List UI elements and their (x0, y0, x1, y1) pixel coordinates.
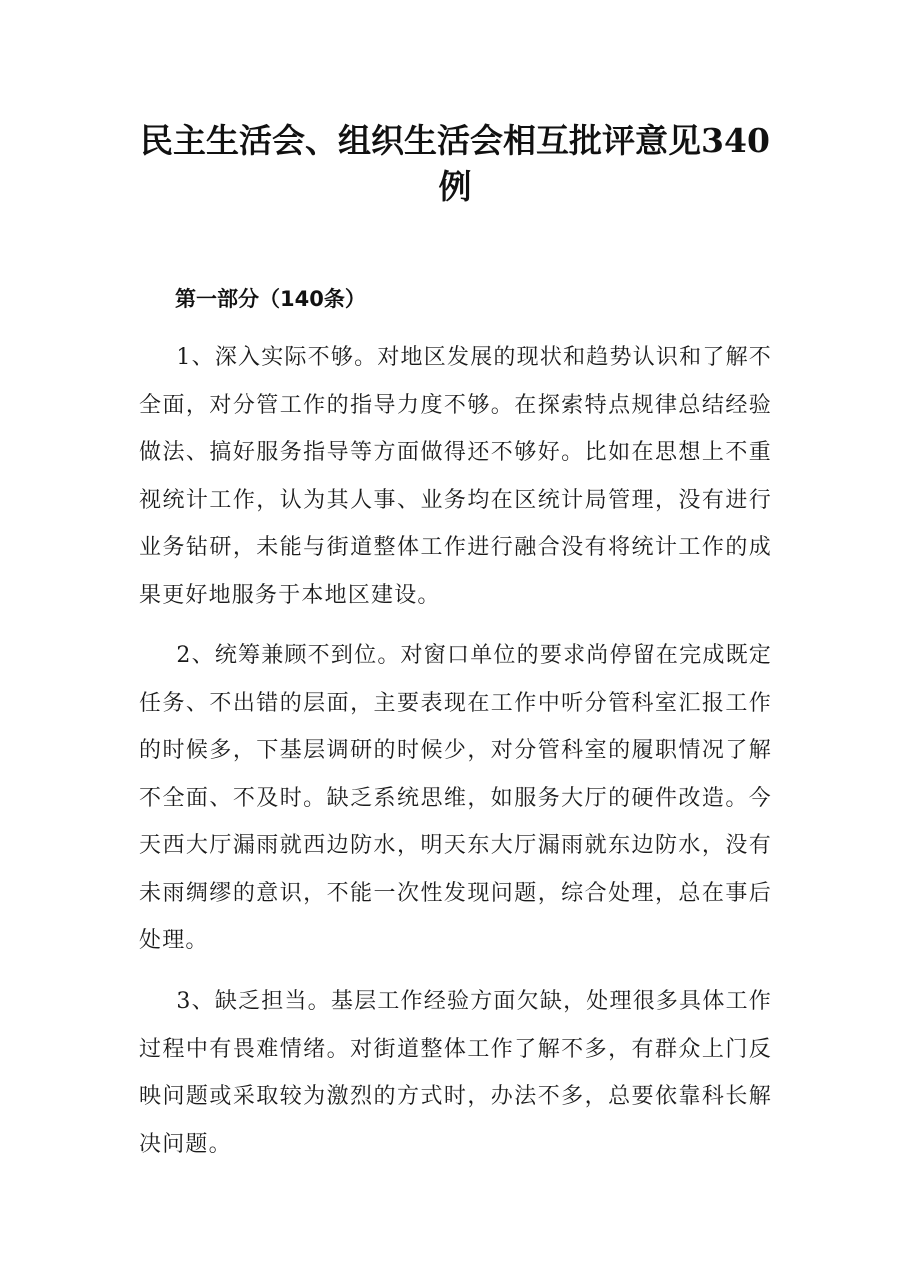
document-title: 民主生活会、组织生活会相互批评意见340例 (140, 121, 770, 206)
paragraph-1: 1、深入实际不够。对地区发展的现状和趋势认识和了解不全面，对分管工作的指导力度不够。在探索特点规律总结经验做法、搞好服务指导等方面做得还不够好。比如在思想上不重视统计工作，认为其人事、业务均在区统计局管理，没有进行业务钻研，未能与街道整体工作进行融合没有将统计工作的成果更好地服务于本地区建设。 (139, 345, 772, 608)
section-heading: 第一部分（140条） (175, 287, 366, 311)
paragraph-3: 3、缺乏担当。基层工作经验方面欠缺，处理很多具体工作过程中有畏难情绪。对街道整体工作了解不多，有群众上门反映问题或采取较为激烈的方式时，办法不多，总要依靠科长解决问题。 (139, 989, 772, 1157)
paragraph-2: 2、统筹兼顾不到位。对窗口单位的要求尚停留在完成既定任务、不出错的层面，主要表现在工作中听分管科室汇报工作的时候多，下基层调研的时候少，对分管科室的履职情况了解不全面、不及时。缺乏系统思维，如服务大厅的硬件改造。今天西大厅漏雨就西边防水，明天东大厅漏雨就东边防水，没有未雨绸缪的意识，不能一次性发现问题，综合处理，总在事后处理。 (139, 643, 772, 953)
